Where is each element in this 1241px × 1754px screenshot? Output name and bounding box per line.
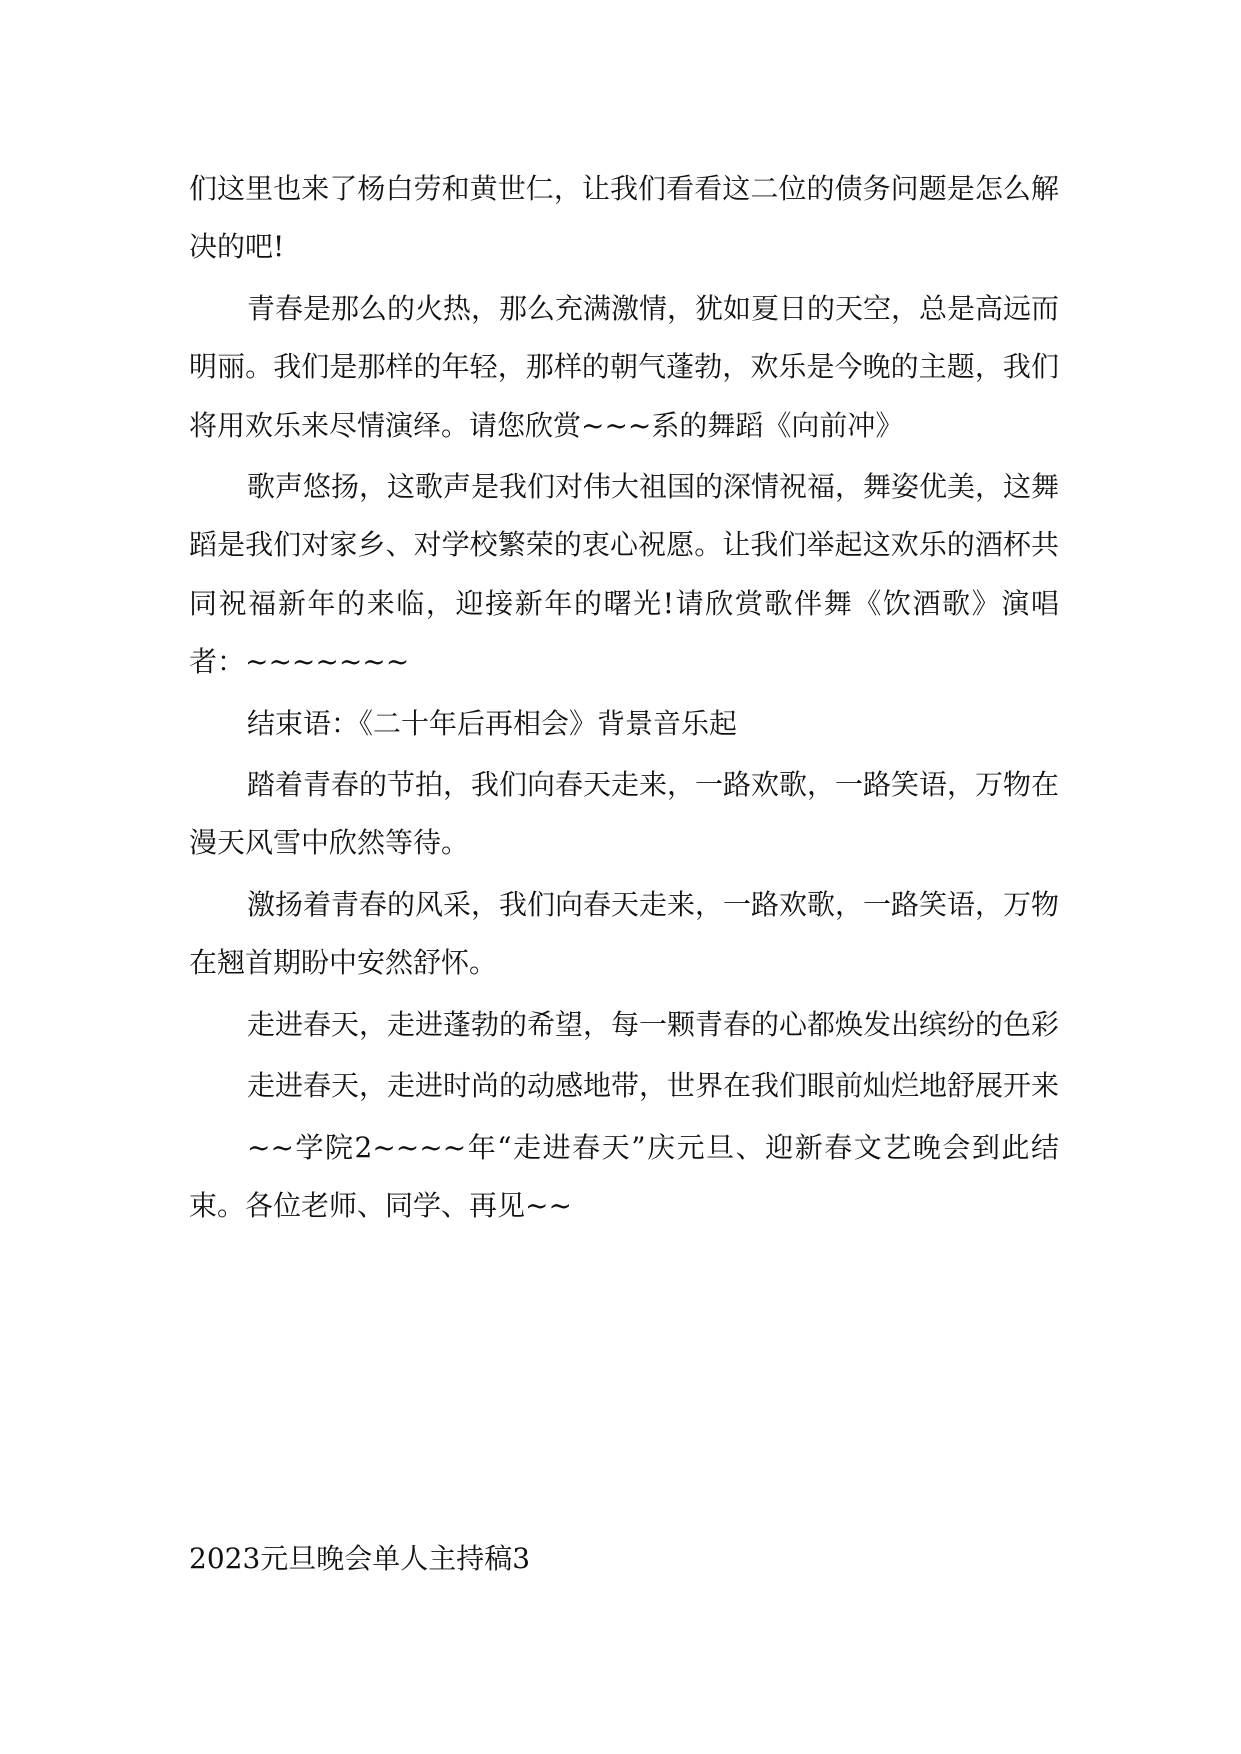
paragraph: 结束语：《二十年后再相会》背景音乐起 (247, 706, 738, 740)
paragraph: 青春是那么的火热，那么充满激情，犹如夏日的天空，总是高远而明丽。我们是那样的年轻，那样的朝气蓬勃，欢乐是今晚的主题，我们将用欢乐来尽情演绎。请您欣赏~~~系的舞蹈《向前冲》 (189, 291, 1060, 442)
paragraph: ~~学院2~~~~年“走进春天”庆元旦、迎新春文艺晚会到此结束。各位老师、同学、再见~~ (189, 1130, 1059, 1222)
section-heading: 2023元旦晚会单人主持稿3 (189, 1542, 531, 1575)
paragraph: 激扬着青春的风采，我们向春天走来，一路欢歌，一路笑语，万物在翘首期盼中安然舒怀。 (189, 887, 1060, 980)
paragraph: 走进春天，走进蓬勃的希望，每一颗青春的心都焕发出缤纷的色彩 (247, 1007, 1060, 1041)
paragraph: 踏着青春的节拍，我们向春天走来，一路欢歌，一路笑语，万物在漫天风雪中欣然等待。 (189, 768, 1060, 860)
paragraph: 歌声悠扬，这歌声是我们对伟大祖国的深情祝福，舞姿优美，这舞蹈是我们对家乡、对学校繁荣的衷心祝愿。让我们举起这欢乐的酒杯共同祝福新年的来临，迎接新年的曙光!请欣赏歌伴舞《饮酒歌》演唱者：~~~~~~~ (189, 470, 1060, 679)
paragraph: 们这里也来了杨白劳和黄世仁，让我们看看这二位的债务问题是怎么解决的吧! (189, 172, 1059, 264)
document-body (189, 160, 1059, 1238)
paragraph: 走进春天，走进时尚的动感地带，世界在我们眼前灿烂地舒展开来 (247, 1069, 1060, 1103)
